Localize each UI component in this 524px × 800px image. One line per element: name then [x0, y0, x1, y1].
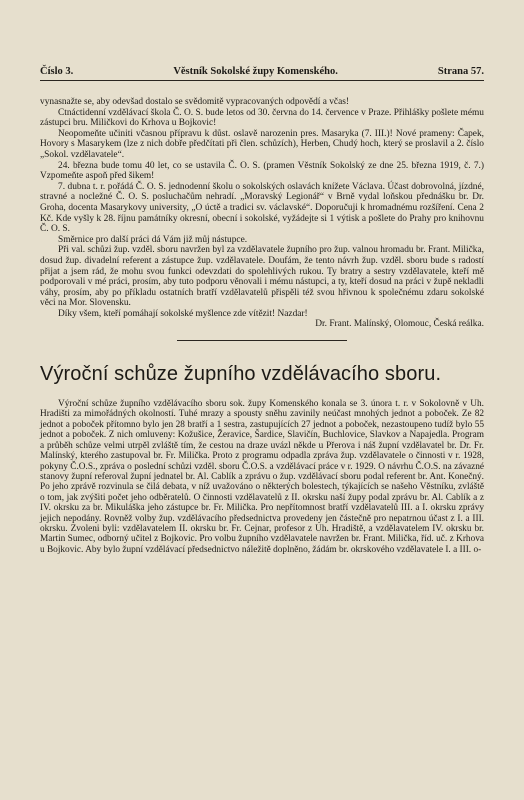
paragraph: Výroční schůze župního vzdělávacího sboru sok. župy Komenského konala se 3. února t. r. v Sokolovně v Uh. Hradišti za mimořádných okolností. Tuhé mrazy a spousty sněhu zavinily neúčast mnohých jednot a poboček. Ze 82 jednot a poboček přítomno bylo jen 28 bratří a 1 sestra, zastupujících 27 jednot a poboček, nezastoupeno tudíž bylo 55 jednot a poboček. Z nich omluveny: Kožušice, Žeravice, Šardice, Slavičín, Buchlovice, Slavkov a Napajedla. Program a průběh schůze velmi utrpěl zvláště tím, že cestou na draze uvázl někde u Přerova i náš župní vzdělavatel br. Dr. Fr. Malínský, kterého zastupoval br. Fr. Milička. Proto z programu odpadla zpráva žup. vzdělavatele o činnosti v r. 1928, pokyny Č.O.S., zpráva o poslední schůzi vzděl. sboru Č.O.S. a vzdělávací práce v r. 1929. O návrhu Č.O.S. na závazné stanovy župní referoval župní jednatel br. Al. Cablík a zprávu o žup. vzdělávací sboru podal referent br. Ant. Konečný. Po jeho zprávě rozvinula se čilá debata, v níž uvažováno o některých bolestech, týkajících se našeho Věstníku, zvláště o tom, jak zvýšiti počet jeho odběratelů. O činnosti vzdělavatelů z II. okrsku naší župy podal zprávu br. Al. Cablík a z IV. okrsku za br. Mikuláška jeho zástupce br. Fr. Milička. Pro nepřítomnost bratří vzdělavatelů III. a I. okrsku zprávy jejich nepodány. Rovněž volby žup. vzdělávacího předsednictva provedeny jen částečně pro nepatrnou účast z I. a III. okrsku. Zvoleni byli: vzdělavatelem II. okrsku br. Fr. Cejnar, profesor z Uh. Hradiště, a vzdělavatelem IV. okrsku br. Martin Sumec, odborný učitel z Bojkovic. Pro volbu župního vzdělavatele navržen br. Frant. Milička, říd. uč. z Krhova u Bojkovic. Aby bylo župní vzdělávací předsednictvo náležitě doplněno, žádám br. okrskového vzdělavatele I. a III. o-: [40, 399, 484, 555]
paragraph: vynasnažte se, aby odevšad dostalo se svědomitě vypracovaných odpovědí a včas!: [40, 97, 350, 107]
education-notes-section: [40, 97, 484, 330]
paragraph: Díky všem, kteří pomáhají sokolské myšlence zde vítězit! Nazdar!: [58, 308, 308, 319]
article-body: [40, 399, 484, 555]
section-divider: [177, 340, 347, 341]
article: [40, 363, 484, 555]
paragraph: Směrnice pro další práci dá Vám již můj nástupce.: [58, 234, 248, 245]
paragraph: Při val. schůzi žup. vzděl. sboru navržen byl za vzdělavatele župního pro žup. valnou hromadu br. Frant. Milička, dosud žup. divadelní referent a zástupce žup. vzdělavatele. Doufám, že tento návrh žup. vzděl. sboru bude s radostí přijat a jsem rád, že mohu svou funkci odevzdati do spolehlivých rukou. Ty bratry a sestry vzdělavatele, kteří mě podporovali v mé práci, prosím, aby tuto podporu věnovali i mému nástupci, a ty, kteří dosud na práci v župě nekladli váhy, prosím, aby po příkladu ostatních bratří vzdělavatelů přispěli též svou hřivnou k společnému zdaru sokolské věci na Mor. Slovensku.: [40, 245, 484, 309]
journal-title: Věstník Sokolské župy Komenského.: [173, 66, 338, 77]
paragraph: Neopomeňte učiniti včasnou přípravu k důst. oslavě narozenin pres. Masaryka (7. III.)! Nové prameny: Čapek, Hovory s Masarykem (lze z nich dobře předčítati při člen. schůzích), Herben, Chudý hoch, který se proslavil a 2. číslo „Sokol. vzdělavatele“.: [40, 128, 484, 160]
paragraph: 24. března bude tomu 40 let, co se ustavila Č. O. S. (pramen Věstník Sokolský ze dne 25. března 1919, č. 7.) Vzpomeňte aspoň před šikem!: [40, 160, 484, 182]
signature: Dr. Frant. Malínský, Olomouc, Česká reálka.: [315, 319, 484, 330]
paragraph: Ctnáctidenní vzdělávací škola Č. O. S. bude letos od 30. června do 14. července v Praze. Přihlášky pošlete mému zástupci bru. Miličkovi do Krhova u Bojkovic!: [40, 107, 484, 129]
issue-number: Číslo 3.: [40, 66, 74, 77]
running-header: [40, 66, 484, 81]
article-title: Výroční schůze župního vzdělávacího sboru.: [40, 363, 442, 386]
page-number: Strana 57.: [437, 66, 484, 77]
paragraph: 7. dubna t. r. pořádá Č. O. S. jednodenní školu o sokolských oslavách knížete Václava. Účast dobrovolná, jízdné, stravné a nocležné Č. O. S. posluchačům nehradí. „Moravský Legionář“ v Brně vydal loňskou přednášku br. Dr. Groha, docenta Masarykovy university, „O úctě a tradici sv. václavské“. Doporučuji k hromadnému rozšíření. Cena 2 Kč. Kde vyšly k 28. říjnu památníky okresní, obecní i sokolské, vyžádejte si 1 výtisk a pošlete do Prahy pro knihovnu Č. O. S.: [40, 181, 484, 235]
